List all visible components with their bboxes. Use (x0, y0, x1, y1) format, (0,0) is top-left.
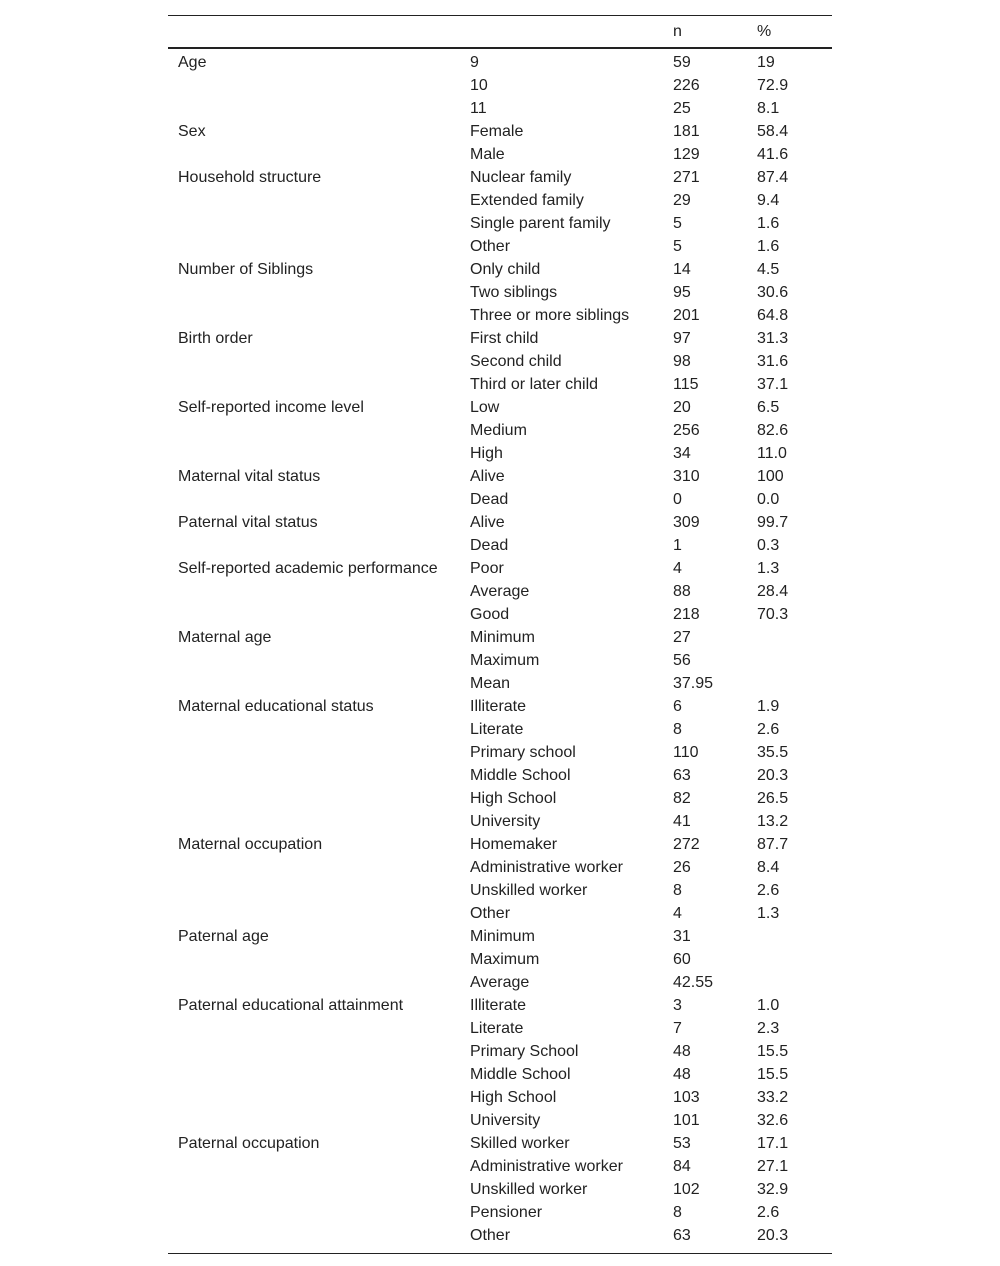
table-row (168, 1040, 832, 1063)
cell-percent: 33.2 (757, 1089, 789, 1106)
cell-variable (168, 74, 470, 97)
table-row (168, 396, 832, 419)
cell-n: 8 (673, 721, 682, 738)
cell-variable (168, 741, 470, 764)
cell-variable (168, 235, 470, 258)
cell-n: 63 (673, 767, 691, 784)
table-row (168, 649, 832, 672)
cell-variable (168, 1201, 470, 1224)
cell-percent: 1.0 (757, 997, 780, 1014)
cell-n: 309 (673, 514, 700, 531)
cell-n: 181 (673, 123, 700, 140)
cell-category: Male (470, 146, 505, 163)
cell-category: 9 (470, 54, 479, 71)
cell-n: 98 (673, 353, 691, 370)
cell-n: 31 (673, 928, 691, 945)
cell-variable (168, 189, 470, 212)
cell-variable (168, 1224, 470, 1253)
cell-variable (168, 1155, 470, 1178)
cell-percent: 2.6 (757, 721, 780, 738)
table-row (168, 143, 832, 166)
table-row (168, 971, 832, 994)
header-variable (168, 16, 470, 49)
cell-category: Literate (470, 721, 524, 738)
table-row (168, 419, 832, 442)
header-row (168, 16, 832, 49)
cell-n: 56 (673, 652, 691, 669)
cell-percent: 2.3 (757, 1020, 780, 1037)
cell-category: Three or more siblings (470, 307, 630, 324)
table-row (168, 603, 832, 626)
cell-percent: 19 (757, 54, 775, 71)
cell-n: 29 (673, 192, 691, 209)
cell-variable (168, 902, 470, 925)
cell-percent: 27.1 (757, 1158, 789, 1175)
header-category (470, 16, 673, 49)
table-row (168, 787, 832, 810)
cell-variable: Paternal educational attainment (178, 997, 404, 1014)
cell-n: 41 (673, 813, 691, 830)
cell-percent: 1.9 (757, 698, 780, 715)
cell-percent: 64.8 (757, 307, 789, 324)
cell-category: Single parent family (470, 215, 611, 232)
cell-percent: 41.6 (757, 146, 789, 163)
cell-percent (757, 971, 832, 994)
cell-n: 59 (673, 54, 691, 71)
cell-n: 5 (673, 238, 682, 255)
cell-category: Alive (470, 514, 505, 531)
demographics-table-container (168, 15, 832, 1254)
cell-n: 8 (673, 1204, 682, 1221)
cell-variable (168, 580, 470, 603)
cell-category: Nuclear family (470, 169, 572, 186)
cell-percent: 0.3 (757, 537, 780, 554)
cell-category: Maximum (470, 652, 540, 669)
cell-variable (168, 1063, 470, 1086)
cell-variable: Maternal occupation (178, 836, 323, 853)
table-body (168, 48, 832, 1253)
cell-category: Good (470, 606, 510, 623)
cell-category: First child (470, 330, 539, 347)
cell-percent: 1.6 (757, 215, 780, 232)
cell-category: High School (470, 790, 557, 807)
table-row (168, 120, 832, 143)
cell-variable (168, 787, 470, 810)
cell-n: 26 (673, 859, 691, 876)
cell-category: Primary school (470, 744, 576, 761)
table-row (168, 258, 832, 281)
cell-category: Administrative worker (470, 1158, 623, 1175)
cell-n: 218 (673, 606, 700, 623)
cell-category: Literate (470, 1020, 524, 1037)
cell-n: 53 (673, 1135, 691, 1152)
cell-variable (168, 212, 470, 235)
cell-n: 271 (673, 169, 700, 186)
cell-variable (168, 810, 470, 833)
table-row (168, 281, 832, 304)
cell-percent: 8.1 (757, 100, 780, 117)
cell-n: 42.55 (673, 974, 714, 991)
cell-n: 27 (673, 629, 691, 646)
table-row (168, 350, 832, 373)
table-row (168, 764, 832, 787)
cell-variable (168, 603, 470, 626)
table-row (168, 695, 832, 718)
cell-variable (168, 1017, 470, 1040)
cell-variable (168, 649, 470, 672)
cell-category: Skilled worker (470, 1135, 570, 1152)
cell-category: Maximum (470, 951, 540, 968)
cell-variable: Household structure (178, 169, 322, 186)
cell-percent: 99.7 (757, 514, 789, 531)
cell-percent: 1.6 (757, 238, 780, 255)
cell-n: 7 (673, 1020, 682, 1037)
cell-category: Illiterate (470, 997, 527, 1014)
cell-n: 310 (673, 468, 700, 485)
table-row (168, 856, 832, 879)
cell-percent: 70.3 (757, 606, 789, 623)
cell-variable (168, 419, 470, 442)
cell-category: Primary School (470, 1043, 579, 1060)
cell-n: 6 (673, 698, 682, 715)
cell-variable (168, 1178, 470, 1201)
table-row (168, 626, 832, 649)
cell-variable: Maternal educational status (178, 698, 374, 715)
cell-n: 97 (673, 330, 691, 347)
cell-category: Middle School (470, 1066, 571, 1083)
cell-variable (168, 442, 470, 465)
table-header (168, 16, 832, 49)
cell-percent: 26.5 (757, 790, 789, 807)
table-row (168, 1086, 832, 1109)
cell-percent: 2.6 (757, 882, 780, 899)
cell-n: 110 (673, 744, 699, 761)
cell-category: Average (470, 583, 530, 600)
table-row (168, 948, 832, 971)
table-row (168, 810, 832, 833)
table-row (168, 1109, 832, 1132)
cell-variable (168, 672, 470, 695)
cell-percent: 8.4 (757, 859, 780, 876)
table-row (168, 97, 832, 120)
cell-n: 272 (673, 836, 700, 853)
cell-percent (757, 672, 832, 695)
table-row (168, 1201, 832, 1224)
cell-category: Homemaker (470, 836, 558, 853)
cell-percent (757, 626, 832, 649)
cell-percent: 1.3 (757, 905, 780, 922)
table-row (168, 1178, 832, 1201)
cell-n: 3 (673, 997, 682, 1014)
cell-category: Dead (470, 537, 509, 554)
cell-category: Only child (470, 261, 541, 278)
table-row (168, 833, 832, 856)
cell-variable (168, 304, 470, 327)
cell-n: 0 (673, 491, 682, 508)
table-row (168, 1132, 832, 1155)
cell-variable (168, 97, 470, 120)
cell-n: 20 (673, 399, 691, 416)
cell-percent: 0.0 (757, 491, 780, 508)
table-row (168, 994, 832, 1017)
cell-n: 48 (673, 1043, 691, 1060)
table-row (168, 557, 832, 580)
cell-percent: 32.6 (757, 1112, 789, 1129)
table-row (168, 1224, 832, 1253)
table-row (168, 212, 832, 235)
cell-n: 60 (673, 951, 691, 968)
cell-variable: Paternal vital status (178, 514, 318, 531)
table-row (168, 1063, 832, 1086)
cell-variable: Self-reported income level (178, 399, 364, 416)
cell-percent: 35.5 (757, 744, 789, 761)
cell-percent: 31.6 (757, 353, 789, 370)
cell-n: 256 (673, 422, 700, 439)
cell-category: 11 (470, 100, 487, 117)
cell-percent: 20.3 (757, 1227, 789, 1244)
cell-variable: Maternal age (178, 629, 272, 646)
cell-percent: 31.3 (757, 330, 789, 347)
cell-n: 1 (673, 537, 682, 554)
cell-percent: 82.6 (757, 422, 789, 439)
cell-category: Second child (470, 353, 562, 370)
cell-variable (168, 143, 470, 166)
cell-variable (168, 971, 470, 994)
cell-n: 129 (673, 146, 700, 163)
cell-n: 88 (673, 583, 691, 600)
table-row (168, 465, 832, 488)
cell-n: 102 (673, 1181, 700, 1198)
cell-percent: 11.0 (757, 445, 787, 462)
table-row (168, 534, 832, 557)
cell-variable: Birth order (178, 330, 253, 347)
cell-category: Poor (470, 560, 504, 577)
cell-variable (168, 764, 470, 787)
cell-n: 14 (673, 261, 691, 278)
demographics-table (168, 15, 832, 1253)
cell-percent: 17.1 (757, 1135, 789, 1152)
cell-category: Minimum (470, 928, 535, 945)
cell-n: 37.95 (673, 675, 714, 692)
cell-n: 34 (673, 445, 691, 462)
cell-variable: Maternal vital status (178, 468, 321, 485)
cell-percent: 32.9 (757, 1181, 789, 1198)
cell-category: Alive (470, 468, 505, 485)
table-row (168, 672, 832, 695)
cell-variable: Sex (178, 123, 206, 140)
cell-category: Pensioner (470, 1204, 543, 1221)
cell-variable (168, 948, 470, 971)
cell-category: Other (470, 238, 511, 255)
cell-variable: Number of Siblings (178, 261, 314, 278)
cell-n: 103 (673, 1089, 700, 1106)
cell-n: 5 (673, 215, 682, 232)
cell-n: 4 (673, 905, 682, 922)
cell-n: 95 (673, 284, 691, 301)
cell-category: Extended family (470, 192, 584, 209)
cell-percent: 6.5 (757, 399, 780, 416)
cell-category: University (470, 813, 541, 830)
table-row (168, 48, 832, 74)
cell-percent: 1.3 (757, 560, 780, 577)
cell-variable: Self-reported academic performance (178, 560, 438, 577)
table-row (168, 327, 832, 350)
table-row (168, 304, 832, 327)
cell-n: 25 (673, 100, 691, 117)
cell-category: High (470, 445, 503, 462)
cell-category: University (470, 1112, 541, 1129)
cell-category: Illiterate (470, 698, 527, 715)
cell-n: 226 (673, 77, 700, 94)
cell-category: 10 (470, 77, 488, 94)
cell-category: Administrative worker (470, 859, 623, 876)
table-row (168, 166, 832, 189)
cell-percent: 100 (757, 468, 784, 485)
cell-n: 48 (673, 1066, 691, 1083)
cell-category: Mean (470, 675, 511, 692)
cell-category: Medium (470, 422, 527, 439)
cell-n: 84 (673, 1158, 691, 1175)
cell-variable: Age (178, 54, 207, 71)
cell-category: Third or later child (470, 376, 599, 393)
cell-percent: 87.7 (757, 836, 789, 853)
cell-variable (168, 856, 470, 879)
table-row (168, 511, 832, 534)
cell-n: 101 (673, 1112, 700, 1129)
header-n: n (673, 23, 682, 40)
cell-percent: 58.4 (757, 123, 789, 140)
cell-variable (168, 488, 470, 511)
cell-category: Middle School (470, 767, 571, 784)
cell-n: 82 (673, 790, 691, 807)
cell-percent: 4.5 (757, 261, 780, 278)
table-bottom-rule (168, 1253, 832, 1254)
table-row (168, 189, 832, 212)
cell-variable (168, 1040, 470, 1063)
table-row (168, 879, 832, 902)
cell-variable (168, 350, 470, 373)
cell-category: Other (470, 905, 511, 922)
cell-percent: 9.4 (757, 192, 780, 209)
cell-variable: Paternal occupation (178, 1135, 320, 1152)
table-row (168, 442, 832, 465)
table-row (168, 925, 832, 948)
cell-n: 8 (673, 882, 682, 899)
cell-percent (757, 925, 832, 948)
cell-percent: 37.1 (757, 376, 789, 393)
cell-category: Average (470, 974, 530, 991)
cell-category: Minimum (470, 629, 535, 646)
cell-category: Low (470, 399, 500, 416)
table-row (168, 902, 832, 925)
cell-percent: 15.5 (757, 1043, 789, 1060)
table-row (168, 1017, 832, 1040)
cell-percent (757, 649, 832, 672)
cell-percent: 13.2 (757, 813, 789, 830)
cell-variable (168, 1109, 470, 1132)
cell-category: High School (470, 1089, 557, 1106)
cell-category: Unskilled worker (470, 1181, 588, 1198)
cell-variable (168, 879, 470, 902)
table-row (168, 1155, 832, 1178)
cell-variable (168, 373, 470, 396)
cell-percent (757, 948, 832, 971)
cell-percent: 72.9 (757, 77, 789, 94)
cell-percent: 87.4 (757, 169, 789, 186)
table-row (168, 580, 832, 603)
cell-category: Two siblings (470, 284, 558, 301)
cell-category: Other (470, 1227, 511, 1244)
table-row (168, 373, 832, 396)
cell-n: 115 (673, 376, 699, 393)
cell-percent: 30.6 (757, 284, 789, 301)
table-row (168, 235, 832, 258)
table-row (168, 74, 832, 97)
cell-n: 201 (673, 307, 700, 324)
table-row (168, 488, 832, 511)
header-percent: % (757, 23, 772, 40)
cell-variable (168, 718, 470, 741)
table-row (168, 718, 832, 741)
cell-percent: 15.5 (757, 1066, 789, 1083)
cell-category: Unskilled worker (470, 882, 588, 899)
table-row (168, 741, 832, 764)
cell-percent: 20.3 (757, 767, 789, 784)
cell-n: 63 (673, 1227, 691, 1244)
cell-category: Female (470, 123, 524, 140)
cell-category: Dead (470, 491, 509, 508)
cell-variable (168, 1086, 470, 1109)
cell-n: 4 (673, 560, 682, 577)
cell-percent: 2.6 (757, 1204, 780, 1221)
cell-percent: 28.4 (757, 583, 789, 600)
cell-variable (168, 534, 470, 557)
cell-variable (168, 281, 470, 304)
cell-variable: Paternal age (178, 928, 269, 945)
